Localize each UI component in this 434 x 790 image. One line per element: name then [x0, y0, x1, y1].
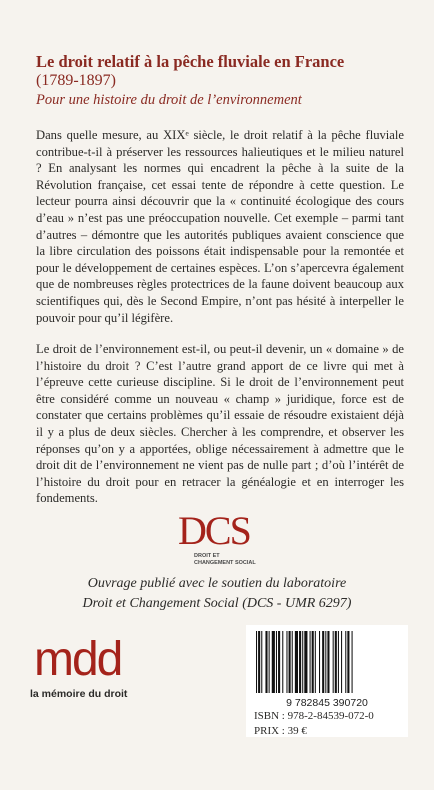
support-note — [50, 574, 384, 614]
barcode-digits-text: 9 782845 390720 — [286, 697, 368, 709]
isbn-text: ISBN : 978-2-84539-072-0 — [254, 710, 374, 722]
barcode-bar — [345, 631, 346, 693]
barcode-bar — [327, 631, 329, 693]
barcode-bar — [261, 631, 262, 693]
publisher-logo-letters: mdd — [34, 633, 122, 686]
barcode-bar — [347, 631, 349, 693]
barcode-bar — [333, 631, 334, 693]
barcode-bar — [315, 631, 316, 693]
dcs-logo-caption — [194, 553, 256, 567]
summary-paragraph-1: Dans quelle mesure, au XIXᵉ siècle, le droit relatif à la pêche fluviale contribue-t-il à préserver les ressources halieutiques et le milieu naturel ? En analysant les normes qui encadrent la pêche à la suite de la Révolution française, cet essai tente de répondre à cette question. Le lecteur pourra ainsi découvrir que la « continuité écologique des cours d’eau » n’est pas une préoccupation nouvelle. Cet exemple – parmi tant d’autres – démontre que les autorités publiques avaient conscience que la libre circulation des poissons était indispensable pour la remontée et pour le développement de certaines espèces. L’on s’apercevra également que de nombreuses règles protectrices de la faune doivent beaucoup aux scientifiques qui, dès le Second Empire, n’ont pas hésité à interpeller le pouvoir pour qu’il légifère. — [36, 128, 404, 325]
barcode-bar — [276, 631, 277, 693]
book-title: Le droit relatif à la pêche fluviale en France — [36, 52, 345, 71]
barcode-bar — [335, 631, 337, 693]
dcs-lab-logo — [172, 510, 262, 570]
support-note-line-2: Droit et Changement Social (DCS - UMR 6297) — [82, 596, 352, 611]
barcode-bar — [302, 631, 303, 693]
title-block — [36, 52, 416, 109]
price-text: PRIX : 39 € — [254, 725, 307, 737]
barcode-bar — [289, 631, 291, 693]
book-subtitle: Pour une histoire du droit de l’environnement — [36, 92, 302, 108]
publisher-logo — [30, 633, 140, 706]
barcode-bar — [322, 631, 324, 693]
dcs-logo-letters: DCS — [178, 508, 250, 553]
barcode-bar — [312, 631, 314, 693]
barcode-bar — [265, 631, 267, 693]
summary-paragraph-2: Le droit de l’environnement est-il, ou peut-il devenir, un « domaine » de l’histoire du droit ? C’est l’autre grand apport de ce livre qui met à l’épreuve cette curieuse discipline. Si le droit de l’environnement peut être considéré comme un nouveau « champ » juridique, force est de constater que certains problèmes qu’il essaie de résoudre existaient déjà il y a plus de deux siècles. Chercher à les comprendre, et observer les réponses qu’on y a apportées, oblige nécessairement à admettre que le droit dit de l’environnement ne vient pas de nulle part ; d’où l’intérêt de l’histoire du droit pour en retracer la généalogie et en interroger les fondements. — [36, 342, 404, 506]
barcode-bar — [341, 631, 342, 693]
dcs-caption-line-2: CHANGEMENT SOCIAL — [194, 560, 256, 566]
barcode-bar — [310, 631, 311, 693]
barcode-bar — [295, 631, 298, 693]
barcode-bar — [272, 631, 275, 693]
barcode-bar — [282, 631, 283, 693]
barcode-bar — [269, 631, 270, 693]
barcode-bar — [278, 631, 280, 693]
barcode-bar — [256, 631, 257, 693]
barcode-bar — [286, 631, 287, 693]
support-note-line-1: Ouvrage publié avec le soutien du laboratoire — [87, 576, 347, 591]
barcode-bar — [258, 631, 260, 693]
barcode-bar — [299, 631, 301, 693]
barcode-bar — [319, 631, 320, 693]
barcode-bar — [292, 631, 293, 693]
barcode-bar — [304, 631, 307, 693]
barcode-bar — [338, 631, 339, 693]
book-dates: (1789-1897) — [36, 72, 116, 89]
barcode-bar — [352, 631, 353, 693]
publisher-logo-caption: la mémoire du droit — [30, 688, 128, 700]
dcs-caption-line-1: DROIT ET — [194, 553, 220, 559]
barcode-digits — [246, 695, 408, 709]
barcode-bar — [325, 631, 326, 693]
